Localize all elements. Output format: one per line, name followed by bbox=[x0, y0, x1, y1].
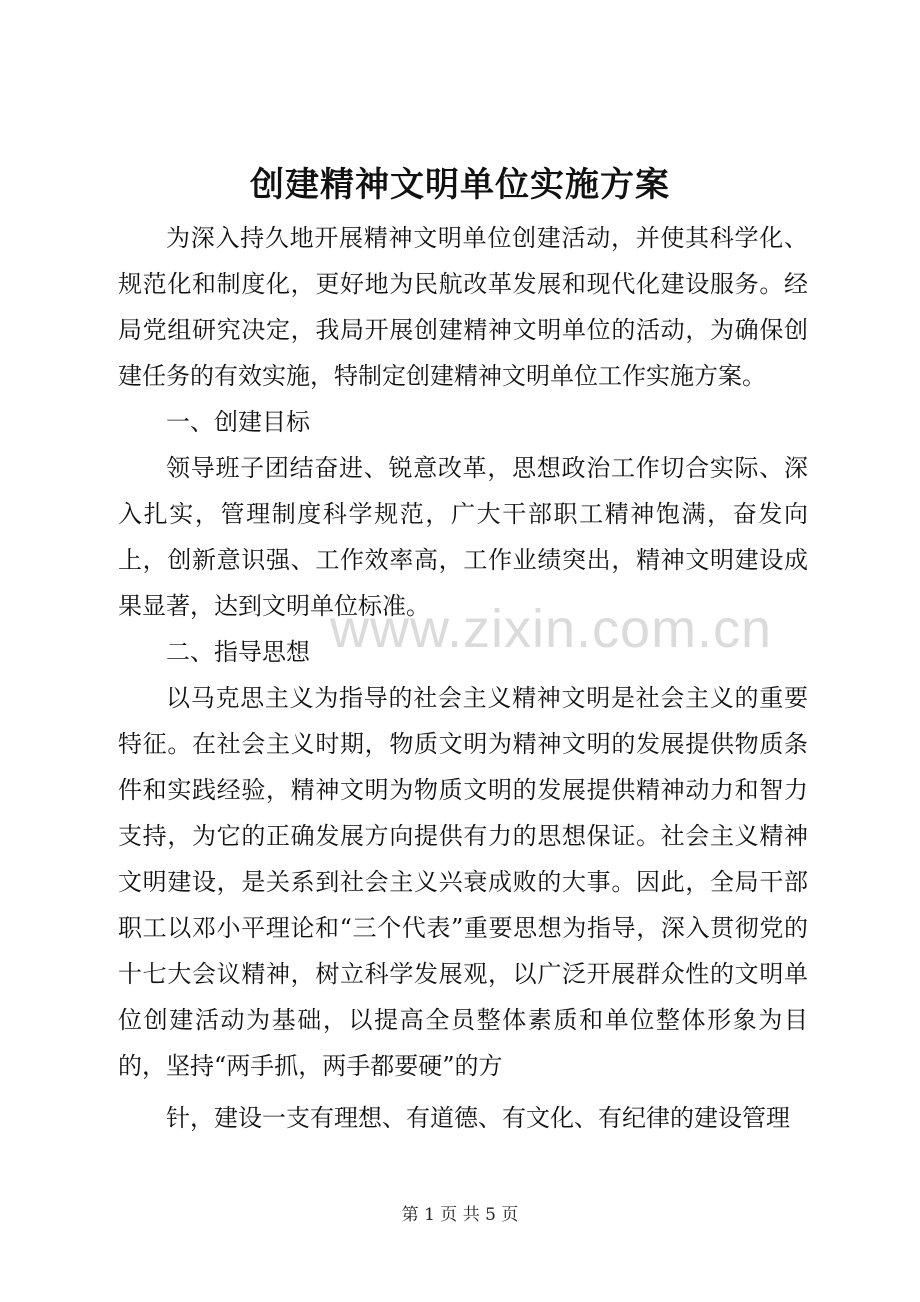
continued-paragraph: 针，建设一支有理想、有道德、有文化、有纪律的建设管理 bbox=[166, 1104, 790, 1132]
goals-paragraph: 领导班子团结奋进、锐意改革，思想政治工作切合实际、深入扎实，管理制度科学规范，广大干部职工精神饱满，奋发向上，创新意识强、工作效率高，工作业绩突出，精神文明建设成果显著，达到文明单位标准。 bbox=[118, 454, 808, 620]
document-title: 创建精神文明单位实施方案 bbox=[250, 165, 670, 205]
page-footer: 第 1 页 共 5 页 bbox=[401, 1205, 519, 1225]
document-body bbox=[118, 215, 808, 1141]
guiding-thought-paragraph: 以马克思主义为指导的社会主义精神文明是社会主义的重要特征。在社会主义时期，物质文明为精神文明的发展提供物质条件和实践经验，精神文明为物质文明的发展提供精神动力和智力支持，为它的正确发展方向提供有力的思想保证。社会主义精神文明建设，是关系到社会主义兴衰成败的大事。因此，全局干部职工以邓小平理论和“三个代表”重要思想为指导，深入贯彻党的十七大会议精神，树立科学发展观，以广泛开展群众性的文明单位创建活动为基础，以提高全员整体素质和单位整体形象为目的，坚持“两手抓，两手都要硬”的方 bbox=[118, 684, 808, 1080]
section-heading-goals: 一、创建目标 bbox=[166, 408, 310, 436]
watermark: www.zixin.com.cn bbox=[330, 599, 773, 659]
section-heading-guiding-thought: 二、指导思想 bbox=[166, 638, 310, 666]
intro-paragraph: 为深入持久地开展精神文明单位创建活动，并使其科学化、规范化和制度化，更好地为民航改革发展和现代化建设服务。经局党组研究决定，我局开展创建精神文明单位的活动，为确保创建任务的有效实施，特制定创建精神文明单位工作实施方案。 bbox=[118, 224, 808, 390]
